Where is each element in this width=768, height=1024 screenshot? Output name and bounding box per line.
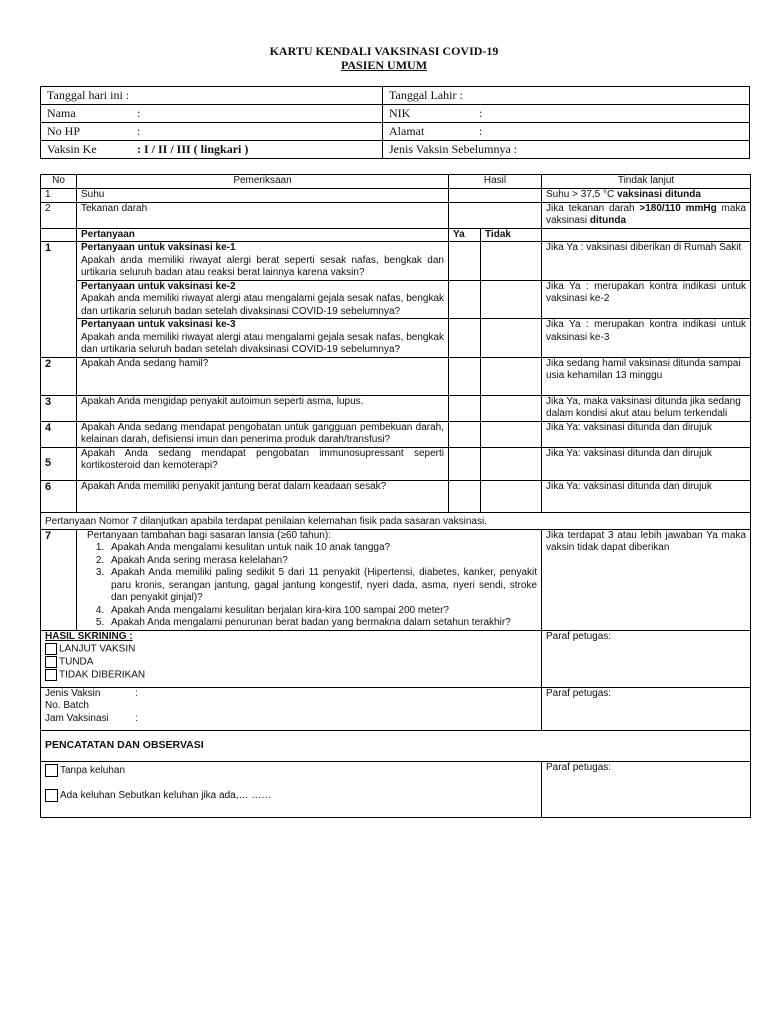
q1c-text: Pertanyaan untuk vaksinasi ke-3 Apakah anda memiliki riwayat alergi atau mengalami gejala sesak nafas, bengkak dan urtikaria seluruh badan setelah divaksinasi COVID-19 sebelumnya? <box>77 319 449 358</box>
checkbox-lanjut-vaksin[interactable] <box>45 643 57 655</box>
tanggal-field[interactable]: Tanggal hari ini : <box>41 87 383 105</box>
q1a-tindak: Jika Ya : vaksinasi diberikan di Rumah Sakit <box>542 242 751 281</box>
q7-item: 3. Apakah Anda memiliki paling sedikit 5 dari 11 penyakit (Hipertensi, diabetes, kanker, penyakit paru kronis, serangan jantung, gagal jantung kongestif, nyeri dada, asma, nyeri sendi, stroke dan penyakit ginjal)? <box>107 567 537 605</box>
q3-tindak: Jika Ya, maka vaksinasi ditunda jika sedang dalam kondisi akut atau belum terkendali <box>542 395 751 421</box>
hasil-skrining-title: HASIL SKRINING : <box>45 630 133 642</box>
q1c-ya[interactable] <box>449 319 481 358</box>
note-q7: Pertanyaan Nomor 7 dilanjutkan apabila terdapat penilaian kelemahan fisik pada sasaran vaksinasi. <box>41 512 751 529</box>
pencatatan-options: Tanpa keluhan Ada keluhan Sebutkan keluhan jika ada,… …… <box>41 761 542 817</box>
sub-tidak: Tidak <box>481 228 542 242</box>
q6-no: 6 <box>41 480 77 512</box>
q2-tindak: Jika sedang hamil vaksinasi ditunda sampai usia kehamilan 13 minggu <box>542 357 751 395</box>
q7-no: 7 <box>41 529 77 630</box>
card-title: KARTU KENDALI VAKSINASI COVID-19 <box>269 44 499 58</box>
q7-tindak: Jika terdapat 3 atau lebih jawaban Ya maka vaksin tidak dapat diberikan <box>542 529 751 630</box>
q4-text: Apakah Anda sedang mendapat pengobatan untuk gangguan pembekuan darah, kelainan darah, defisiensi imun dan penerima produk darah/transfusi? <box>77 421 449 447</box>
q7-item: 2. Apakah Anda sering merasa kelelahan? <box>107 555 537 568</box>
q7-item: 4. Apakah Anda mengalami kesulitan berjalan kira-kira 100 sampai 200 meter? <box>107 605 537 618</box>
nama-field[interactable]: Nama : <box>41 105 383 123</box>
q2-text: Apakah Anda sedang hamil? <box>77 357 449 395</box>
q7-item: 1. Apakah Anda mengalami kesulitan untuk naik 10 anak tangga? <box>107 542 537 555</box>
q4-tindak: Jika Ya: vaksinasi ditunda dan dirujuk <box>542 421 751 447</box>
tekanan-label: Tekanan darah <box>77 202 449 228</box>
jenis-vaksin-sebelumnya-field[interactable]: Jenis Vaksin Sebelumnya : <box>383 141 750 159</box>
q1b-tidak[interactable] <box>481 280 542 319</box>
q7-content <box>77 529 542 630</box>
q5-no: 5 <box>41 447 77 480</box>
q6-tindak: Jika Ya: vaksinasi ditunda dan dirujuk <box>542 480 751 512</box>
q4-ya[interactable] <box>449 421 481 447</box>
q5-tidak[interactable] <box>481 447 542 480</box>
screening-table <box>40 174 751 818</box>
jenis-vaksin-section: Jenis Vaksin : No. Batch Jam Vaksinasi : <box>41 687 542 730</box>
q3-ya[interactable] <box>449 395 481 421</box>
q5-ya[interactable] <box>449 447 481 480</box>
nik-field[interactable]: NIK : <box>383 105 750 123</box>
q2-tidak[interactable] <box>481 357 542 395</box>
tekanan-hasil[interactable] <box>449 202 542 228</box>
q3-text: Apakah Anda mengidap penyakit autoimun seperti asma, lupus. <box>77 395 449 421</box>
q1c-tindak: Jika Ya : merupakan kontra indikasi untuk vaksinasi ke-3 <box>542 319 751 358</box>
pencatatan-title: PENCATATAN DAN OBSERVASI <box>41 730 751 761</box>
header-hasil: Hasil <box>449 175 542 189</box>
no-hp-field[interactable]: No HP : <box>41 123 383 141</box>
suhu-label: Suhu <box>77 189 449 203</box>
header-pemeriksaan: Pemeriksaan <box>77 175 449 189</box>
suhu-no: 1 <box>41 189 77 203</box>
checkbox-tunda[interactable] <box>45 656 57 668</box>
tekanan-no: 2 <box>41 202 77 228</box>
q4-tidak[interactable] <box>481 421 542 447</box>
q1a-tidak[interactable] <box>481 242 542 281</box>
q1a-text: Pertanyaan untuk vaksinasi ke-1 Apakah anda memiliki riwayat alergi berat seperti sesak nafas, bengkak dan urtikaria seluruh badan atau reaksi berat lainnya karena vaksin? <box>77 242 449 281</box>
q3-no: 3 <box>41 395 77 421</box>
suhu-tindak: Suhu > 37,5 °C vaksinasi ditunda <box>542 189 751 203</box>
q4-no: 4 <box>41 421 77 447</box>
q2-no: 2 <box>41 357 77 395</box>
q1-no: 1 <box>41 242 77 281</box>
checkbox-ada-keluhan[interactable] <box>45 789 58 802</box>
suhu-hasil[interactable] <box>449 189 542 203</box>
hasil-skrining: HASIL SKRINING : LANJUT VAKSIN TUNDA TIDAK DIBERIKAN <box>41 630 542 687</box>
header-no: No <box>41 175 77 189</box>
q1b-ya[interactable] <box>449 280 481 319</box>
q1a-ya[interactable] <box>449 242 481 281</box>
q5-text: Apakah Anda sedang mendapat pengobatan immunosupressant seperti kortikosteroid dan kemoterapi? <box>77 447 449 480</box>
jenis-paraf[interactable]: Paraf petugas: <box>542 687 751 730</box>
q6-text: Apakah Anda memiliki penyakit jantung berat dalam keadaan sesak? <box>77 480 449 512</box>
alamat-field[interactable]: Alamat : <box>383 123 750 141</box>
q7-item: 5. Apakah Anda mengalami penurunan berat badan yang bermakna dalam setahun terakhir? <box>107 617 537 630</box>
vaksin-ke-field[interactable]: Vaksin Ke : I / II / III ( lingkari ) <box>41 141 383 159</box>
q2-ya[interactable] <box>449 357 481 395</box>
q6-ya[interactable] <box>449 480 481 512</box>
card-subtitle: PASIEN UMUM <box>340 58 428 72</box>
q7-list <box>87 542 537 630</box>
pencatatan-paraf[interactable]: Paraf petugas: <box>542 761 751 817</box>
q1c-tidak[interactable] <box>481 319 542 358</box>
q1b-tindak: Jika Ya : merupakan kontra indikasi untuk vaksinasi ke-2 <box>542 280 751 319</box>
q5-tindak: Jika Ya: vaksinasi ditunda dan dirujuk <box>542 447 751 480</box>
checkbox-tidak-diberikan[interactable] <box>45 669 57 681</box>
header-tindak: Tindak lanjut <box>542 175 751 189</box>
checkbox-tanpa-keluhan[interactable] <box>45 764 58 777</box>
q7-intro: Pertanyaan tambahan bagi sasaran lansia (≥60 tahun): <box>87 529 331 541</box>
tanggal-lahir-field[interactable]: Tanggal Lahir : <box>383 87 750 105</box>
sub-pertanyaan: Pertanyaan <box>77 228 449 242</box>
q3-tidak[interactable] <box>481 395 542 421</box>
q1b-text: Pertanyaan untuk vaksinasi ke-2 Apakah anda memiliki riwayat alergi atau mengalami gejala sesak nafas, bengkak dan urtikaria seluruh badan setelah divaksinasi COVID-19 sebelumnya? <box>77 280 449 319</box>
q6-tidak[interactable] <box>481 480 542 512</box>
sub-ya: Ya <box>449 228 481 242</box>
tekanan-tindak: Jika tekanan darah >180/110 mmHg maka vaksinasi ditunda <box>542 202 751 228</box>
hasil-paraf[interactable]: Paraf petugas: <box>542 630 751 687</box>
patient-info-table <box>40 86 750 159</box>
